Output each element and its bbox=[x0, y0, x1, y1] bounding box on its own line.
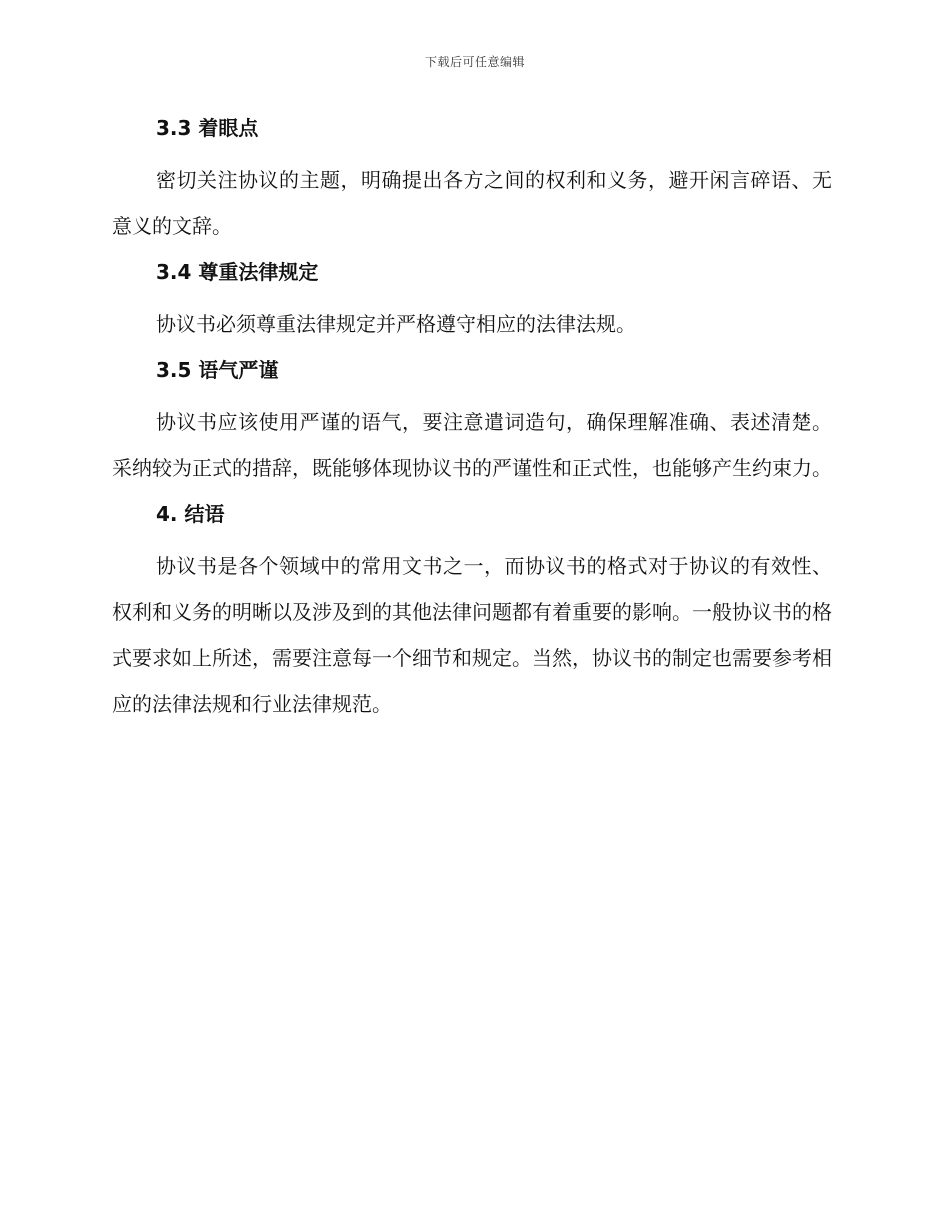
section-3-3 bbox=[112, 113, 832, 249]
section-heading: 4. 结语 bbox=[156, 502, 225, 526]
section-paragraph: 协议书必须尊重法律规定并严格遵守相应的法律法规。 bbox=[156, 312, 636, 336]
section-heading: 3.3 着眼点 bbox=[156, 116, 259, 140]
section-paragraph: 协议书应该使用严谨的语气，要注意遣词造句，确保理解准确、表述清楚。采纳较为正式的措辞，既能够体现协议书的严谨性和正式性，也能够产生约束力。 bbox=[112, 410, 832, 480]
section-3-4 bbox=[112, 257, 832, 347]
section-3-5 bbox=[112, 355, 832, 491]
document-body bbox=[112, 113, 832, 735]
section-heading: 3.5 语气严谨 bbox=[156, 358, 279, 382]
section-paragraph: 协议书是各个领域中的常用文书之一，而协议书的格式对于协议的有效性、权利和义务的明晰以及涉及到的其他法律问题都有着重要的影响。一般协议书的格式要求如上所述，需要注意每一个细节和规定。当然，协议书的制定也需要参考相应的法律法规和行业法律规范。 bbox=[112, 554, 832, 716]
section-heading: 3.4 尊重法律规定 bbox=[156, 260, 319, 284]
section-paragraph: 密切关注协议的主题，明确提出各方之间的权利和义务，避开闲言碎语、无意义的文辞。 bbox=[112, 168, 832, 238]
page-header-note: 下载后可任意编辑 bbox=[424, 55, 525, 69]
section-4 bbox=[112, 499, 832, 727]
